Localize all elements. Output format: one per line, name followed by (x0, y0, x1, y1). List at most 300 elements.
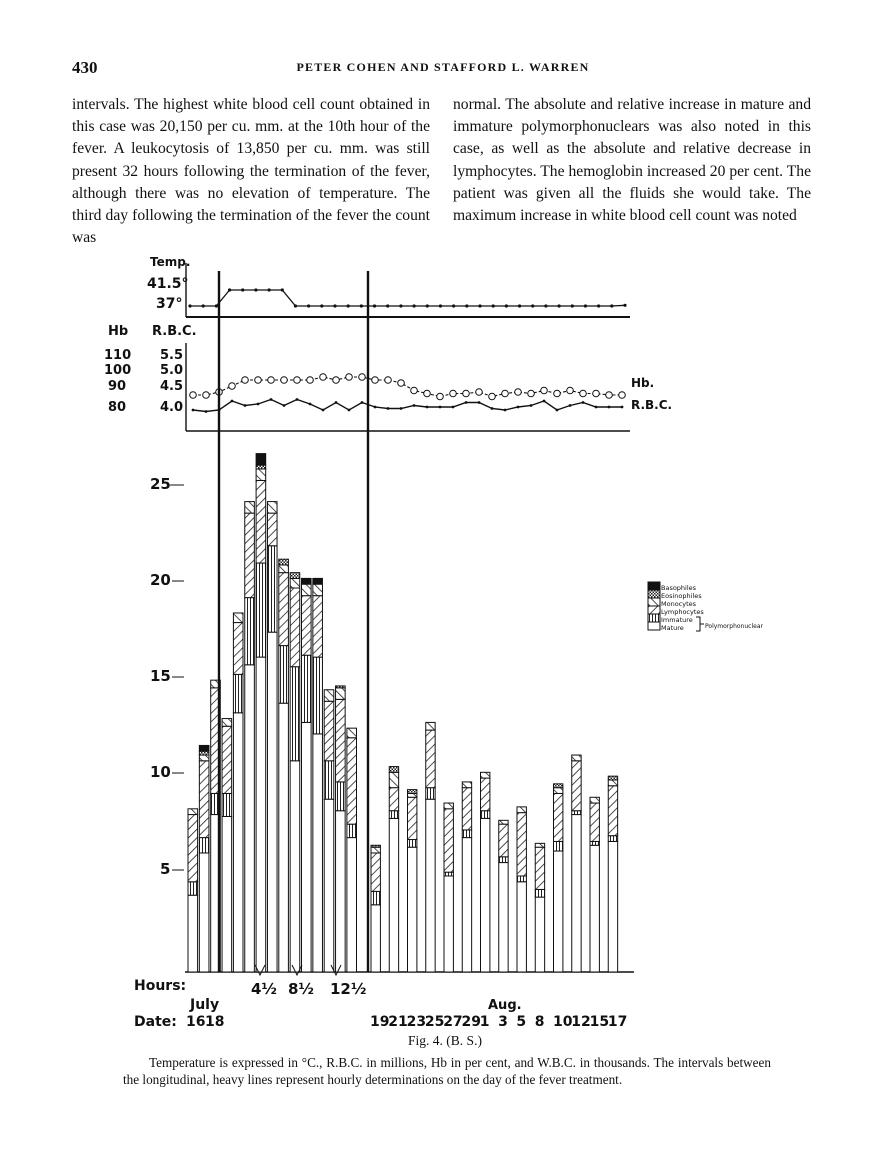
month-label-aug: Aug. (488, 998, 522, 1013)
rbc-axis-label: R.B.C. (152, 324, 197, 339)
wbc-bar-monocytes (444, 803, 453, 809)
wbc-bar-lymphocytes (481, 778, 490, 811)
wbc-bar-mature (535, 897, 544, 972)
temp-point (267, 288, 270, 291)
date-tick-aug: 3 (498, 1014, 508, 1030)
hours-label: Hours: (134, 978, 187, 994)
hb-point (203, 392, 210, 399)
wbc-bar-basophiles (256, 454, 266, 466)
wbc-bar-monocytes (517, 807, 526, 813)
wbc-bar-eosinophiles (256, 465, 266, 469)
wbc-legend (648, 582, 763, 632)
temp-point (478, 304, 481, 307)
date-tick-aug: 19 (370, 1014, 390, 1030)
wbc-bar-immature (408, 840, 417, 848)
wbc-bar-immature (302, 655, 312, 722)
temp-point (492, 304, 495, 307)
date-ticks (186, 1014, 627, 1030)
wbc-bar-immature (444, 872, 453, 876)
wbc-bar-monocytes (462, 782, 471, 788)
rbc-point (270, 398, 273, 401)
wbc-bar-mature (336, 811, 346, 972)
wbc-bar-lymphocytes (222, 726, 232, 793)
temp-point (452, 304, 455, 307)
wbc-bar-mature (462, 838, 471, 972)
wbc-tick-5: 5 (160, 860, 171, 878)
wbc-bar-monocytes (302, 584, 312, 596)
wbc-bar-monocytes (554, 788, 563, 794)
hb-tick-80: 80 (108, 400, 127, 415)
temp-point (294, 304, 297, 307)
rbc-point (413, 404, 416, 407)
hb-axis-label: Hb (108, 324, 129, 339)
wbc-bar-monocytes (590, 797, 599, 803)
figure-caption-text: Temperature is expressed in °C., R.B.C. in millions, Hb in per cent, and W.B.C. in thousands. The intervals between the longitudinal, heavy lines represent hourly determinations on the day of the fever treatment. (123, 1055, 771, 1087)
wbc-bar-eosinophiles (554, 784, 563, 788)
rbc-point (257, 403, 260, 406)
temp-point (623, 304, 626, 307)
rbc-point (400, 407, 403, 410)
temp-point (426, 304, 429, 307)
rbc-series-label: R.B.C. (631, 398, 673, 412)
rbc-point (582, 401, 585, 404)
rbc-point (192, 409, 195, 412)
wbc-bar-monocytes (222, 719, 232, 727)
hb-tick-110: 110 (104, 348, 132, 363)
wbc-bar-lymphocytes (517, 813, 526, 876)
wbc-bar-monocytes (279, 565, 289, 573)
rbc-point (439, 406, 442, 409)
rbc-point (374, 406, 377, 409)
wbc-tick-10: 10 (150, 763, 171, 781)
hb-point (242, 377, 249, 384)
wbc-bar-eosinophiles (371, 845, 380, 847)
hb-point (398, 380, 405, 387)
date-tick-aug: 25 (424, 1014, 445, 1030)
wbc-bar-monocytes (408, 793, 417, 797)
date-tick-july: 18 (205, 1014, 225, 1030)
temp-tick-37: 37° (156, 296, 183, 312)
body-text-right: normal. The absolute and relative increase in mature and immature polymorphonuclears was also noted in this case, as well as the absolute and relative decrease in lymphocytes. The hemoglobin increased 20 per cent. The patient was given all the fluids she would take. The maximum increase in white blood cell count was noted (453, 96, 811, 225)
wbc-bar-lymphocytes (554, 793, 563, 841)
temp-point (307, 304, 310, 307)
wbc-bar-immature (256, 563, 266, 657)
legend-swatch-monocytes (648, 598, 660, 606)
wbc-bar-monocytes (481, 772, 490, 778)
legend-swatch-lymphocytes (648, 606, 660, 614)
hb-point (268, 377, 275, 384)
hb-point (619, 392, 626, 399)
month-label-july: July (190, 997, 220, 1013)
wbc-bar-lymphocytes (199, 761, 209, 838)
wbc-bar-basophiles (313, 578, 323, 584)
wbc-bar-immature (517, 876, 526, 882)
wbc-bar-mature (554, 851, 563, 972)
wbc-bar-lymphocytes (371, 853, 380, 891)
wbc-bar-mature (313, 734, 323, 972)
temp-point (386, 304, 389, 307)
rbc-point (309, 403, 312, 406)
running-head: PETER COHEN AND STAFFORD L. WARREN (296, 60, 590, 74)
rbc-point (608, 406, 611, 409)
hb-point (229, 383, 236, 390)
wbc-bar-immature (590, 841, 599, 845)
wbc-bar-eosinophiles (608, 776, 617, 780)
rbc-point (504, 409, 507, 412)
wbc-bar-lymphocytes (188, 815, 198, 882)
wbc-bar-lymphocytes (290, 588, 300, 667)
temp-point (228, 288, 231, 291)
wbc-bar-mature (324, 799, 334, 972)
wbc-bar-immature (462, 830, 471, 838)
wbc-bar-lymphocytes (336, 699, 346, 782)
wbc-bar-mature (347, 838, 357, 972)
wbc-bar-immature (499, 857, 508, 863)
legend-label-monocytes: Monocytes (661, 600, 697, 608)
hb-point (541, 387, 548, 394)
legend-swatch-eosinophiles (648, 590, 660, 598)
temp-point (531, 304, 534, 307)
rbc-point (387, 407, 390, 410)
temp-point (347, 304, 350, 307)
wbc-bar-mature (233, 713, 243, 972)
rbc-point (621, 406, 624, 409)
body-column-right (453, 94, 811, 227)
wbc-bar-immature (481, 811, 490, 819)
temp-points (188, 288, 626, 307)
hb-point (476, 389, 483, 396)
wbc-bar-lymphocytes (462, 788, 471, 830)
wbc-tick-25: 25 (150, 475, 171, 493)
temp-point (518, 304, 521, 307)
wbc-bars (188, 454, 618, 972)
temp-point (215, 304, 218, 307)
hb-point (281, 377, 288, 384)
temp-point (571, 304, 574, 307)
wbc-tick-15: 15 (150, 667, 171, 685)
wbc-bar-immature (324, 761, 334, 799)
temp-point (202, 304, 205, 307)
hb-point (528, 390, 535, 397)
hb-point (359, 374, 366, 381)
wbc-bar-mature (199, 853, 209, 972)
hb-point (567, 387, 574, 394)
hour-tick-12-5: 12½ (330, 980, 367, 998)
wbc-bar-immature (313, 657, 323, 734)
wbc-bar-lymphocytes (313, 596, 323, 657)
legend-label-mature: Mature (661, 624, 684, 632)
wbc-bar-eosinophiles (279, 559, 289, 565)
figure-caption-title: Fig. 4. (B. S.) (408, 1033, 482, 1048)
hb-point (489, 393, 496, 400)
legend-bracket (696, 617, 704, 631)
hour-tick-8-5: 8½ (288, 980, 314, 998)
rbc-point (335, 401, 338, 404)
wbc-bar-monocytes (199, 755, 209, 761)
wbc-bar-eosinophiles (336, 686, 346, 688)
wbc-bar-mature (608, 841, 617, 972)
hb-point (372, 377, 379, 384)
wbc-bar-mature (188, 895, 198, 972)
legend-swatch-mature (648, 622, 660, 630)
hb-point (307, 377, 314, 384)
temp-tick-41-5: 41.5° (147, 276, 189, 292)
rbc-point (361, 401, 364, 404)
wbc-bar-monocytes (245, 502, 255, 514)
date-tick-aug: 5 (516, 1014, 527, 1030)
wbc-tick-20: 20 (150, 571, 171, 589)
wbc-bar-mature (371, 905, 380, 972)
rbc-point (530, 404, 533, 407)
wbc-bar-monocytes (336, 688, 346, 700)
wbc-bar-lymphocytes (572, 761, 581, 811)
temp-point (597, 304, 600, 307)
wbc-bar-immature (245, 598, 255, 665)
rbc-point (569, 404, 572, 407)
wbc-bar-mature (481, 818, 490, 972)
hb-point (554, 390, 561, 397)
date-tick-aug: 15 (589, 1014, 610, 1030)
wbc-bar-lymphocytes (233, 623, 243, 675)
wbc-bar-lymphocytes (347, 738, 357, 824)
hb-point (294, 377, 301, 384)
wbc-bar-immature (572, 811, 581, 815)
wbc-bar-mature (389, 818, 398, 972)
rbc-tick-4-5: 4.5 (160, 379, 184, 394)
rbc-point (348, 409, 351, 412)
page-header (72, 58, 814, 80)
wbc-bar-lymphocytes (324, 701, 334, 761)
legend-label-basophiles: Basophiles (661, 584, 697, 592)
date-tick-aug: 21 (388, 1014, 408, 1030)
wbc-bar-lymphocytes (444, 809, 453, 872)
legend-swatch-immature (648, 614, 660, 622)
temp-series-line (190, 290, 625, 306)
legend-label-polymorphonuclear: Polymorphonuclear (705, 623, 763, 630)
temp-point (584, 304, 587, 307)
rbc-point (465, 401, 468, 404)
wbc-bar-monocytes (535, 843, 544, 847)
temp-point (254, 288, 257, 291)
hb-point (411, 387, 418, 394)
date-tick-aug: 10 (553, 1014, 573, 1030)
wbc-bar-immature (336, 782, 346, 811)
temp-point (557, 304, 560, 307)
temp-point (373, 304, 376, 307)
wbc-bar-mature (279, 703, 289, 972)
wbc-bar-mature (245, 665, 255, 972)
hb-tick-100: 100 (104, 363, 132, 378)
wbc-bar-mature (444, 876, 453, 972)
date-tick-aug: 29 (461, 1014, 481, 1030)
hb-point (255, 377, 262, 384)
date-tick-july: 16 (186, 1014, 206, 1030)
figure-caption (123, 1055, 771, 1088)
wbc-bar-immature (267, 546, 277, 632)
body-text-left: intervals. The highest white blood cell count obtained in this case was 20,150 per cu. mm. at the 10th hour of the fever. A leukocytosis of 13,850 per cu. mm. was still present 32 hours following the termination of the fever, although there was no elevation of temperature. The third day following the termination of the fever the count was (72, 96, 430, 247)
wbc-bar-eosinophiles (290, 573, 300, 579)
rbc-point (231, 400, 234, 403)
rbc-points (192, 398, 624, 413)
wbc-bar-immature (608, 836, 617, 842)
hb-point (190, 392, 197, 399)
wbc-bar-lymphocytes (279, 573, 289, 646)
wbc-bar-mature (222, 816, 232, 972)
wbc-bar-monocytes (267, 502, 277, 514)
date-tick-aug: 8 (534, 1014, 545, 1030)
wbc-bar-basophiles (199, 745, 209, 751)
wbc-bar-lymphocytes (499, 824, 508, 857)
wbc-bar-lymphocytes (426, 730, 435, 788)
hb-point (450, 390, 457, 397)
temp-point (281, 288, 284, 291)
wbc-bar-monocytes (188, 809, 198, 815)
date-tick-aug: 12 (571, 1014, 591, 1030)
wbc-bar-mature (290, 761, 300, 972)
date-tick-aug: 17 (607, 1014, 628, 1030)
wbc-bar-lymphocytes (256, 480, 266, 563)
wbc-bar-eosinophiles (199, 751, 209, 755)
hb-point (580, 390, 587, 397)
wbc-bar-monocytes (256, 469, 266, 481)
wbc-bar-immature (233, 674, 243, 712)
wbc-bar-monocytes (608, 780, 617, 786)
wbc-bar-monocytes (290, 578, 300, 588)
rbc-point (283, 404, 286, 407)
wbc-bar-mature (517, 882, 526, 972)
rbc-point (517, 406, 520, 409)
wbc-bar-monocytes (313, 584, 323, 596)
hb-point (515, 389, 522, 396)
wbc-bar-immature (554, 841, 563, 851)
rbc-point (322, 409, 325, 412)
temp-point (360, 304, 363, 307)
hb-point (333, 377, 340, 384)
date-label: Date: (134, 1014, 177, 1030)
rbc-point (543, 400, 546, 403)
wbc-panel (134, 454, 763, 1030)
wbc-bar-immature (188, 882, 198, 895)
wbc-bar-lymphocytes (535, 847, 544, 889)
wbc-bar-immature (199, 838, 209, 853)
temp-point (412, 304, 415, 307)
rbc-point (426, 406, 429, 409)
body-column-left (72, 94, 430, 249)
wbc-bar-monocytes (371, 847, 380, 853)
wbc-bar-immature (347, 824, 357, 837)
hb-point (437, 393, 444, 400)
rbc-point (205, 410, 208, 413)
temp-point (320, 304, 323, 307)
hb-point (346, 374, 353, 381)
wbc-bar-lymphocytes (608, 786, 617, 836)
wbc-bar-immature (371, 891, 380, 904)
hb-point (463, 390, 470, 397)
rbc-point (244, 404, 247, 407)
hb-point (593, 390, 600, 397)
wbc-bar-lymphocytes (302, 596, 312, 656)
wbc-bar-lymphocytes (245, 513, 255, 597)
wbc-bar-eosinophiles (408, 790, 417, 794)
wbc-bar-monocytes (389, 772, 398, 787)
legend-label-lymphocytes: Lymphocytes (661, 608, 704, 616)
temp-point (333, 304, 336, 307)
wbc-bar-lymphocytes (408, 797, 417, 839)
legend-label-eosinophiles: Eosinophiles (661, 592, 702, 600)
wbc-bar-lymphocytes (267, 513, 277, 546)
rbc-tick-4-0: 4.0 (160, 400, 184, 415)
wbc-bar-immature (290, 667, 300, 761)
wbc-bar-monocytes (572, 755, 581, 761)
rbc-point (595, 406, 598, 409)
wbc-bar-mature (426, 799, 435, 972)
legend-swatch-basophiles (648, 582, 660, 590)
wbc-bar-lymphocytes (389, 788, 398, 811)
temp-point (544, 304, 547, 307)
wbc-bar-mature (256, 657, 266, 972)
temp-point (505, 304, 508, 307)
figure-4-chart (0, 245, 890, 1035)
temp-point (399, 304, 402, 307)
temp-point (465, 304, 468, 307)
wbc-bar-basophiles (302, 578, 312, 584)
wbc-bar-mature (408, 847, 417, 972)
rbc-tick-5-0: 5.0 (160, 363, 184, 378)
rbc-point (296, 398, 299, 401)
page-number: 430 (72, 58, 98, 77)
date-tick-aug: 1 (479, 1014, 490, 1030)
hb-point (424, 390, 431, 397)
hb-point (320, 374, 327, 381)
date-tick-aug: 27 (443, 1014, 463, 1030)
wbc-bar-immature (389, 811, 398, 819)
rbc-point (478, 401, 481, 404)
wbc-bar-eosinophiles (389, 767, 398, 773)
rbc-point (491, 407, 494, 410)
wbc-bar-monocytes (347, 728, 357, 738)
hb-point (502, 390, 509, 397)
hb-series-label: Hb. (631, 376, 655, 390)
hb-tick-90: 90 (108, 379, 127, 394)
rbc-tick-5-5: 5.5 (160, 348, 184, 363)
hour-tick-4-5: 4½ (251, 980, 277, 998)
wbc-bar-mature (590, 845, 599, 972)
wbc-bar-monocytes (426, 722, 435, 730)
temp-axis-label: Temp. (150, 255, 191, 269)
temp-point (610, 304, 613, 307)
wbc-bar-monocytes (233, 613, 243, 623)
wbc-bar-immature (279, 646, 289, 704)
wbc-bar-monocytes (499, 820, 508, 824)
rbc-point (452, 406, 455, 409)
wbc-bar-mature (572, 815, 581, 972)
wbc-bar-lymphocytes (590, 803, 599, 841)
date-tick-aug: 23 (406, 1014, 427, 1030)
wbc-bar-immature (222, 793, 232, 816)
wbc-bar-immature (535, 889, 544, 897)
hb-point (385, 377, 392, 384)
legend-label-immature: Immature (661, 616, 693, 624)
wbc-bar-immature (426, 788, 435, 800)
wbc-bar-mature (302, 722, 312, 972)
wbc-bar-mature (267, 632, 277, 972)
temp-point (241, 288, 244, 291)
temp-point (439, 304, 442, 307)
hb-point (606, 392, 613, 399)
rbc-point (556, 409, 559, 412)
hb-rbc-panel (104, 324, 672, 431)
temp-point (188, 304, 191, 307)
